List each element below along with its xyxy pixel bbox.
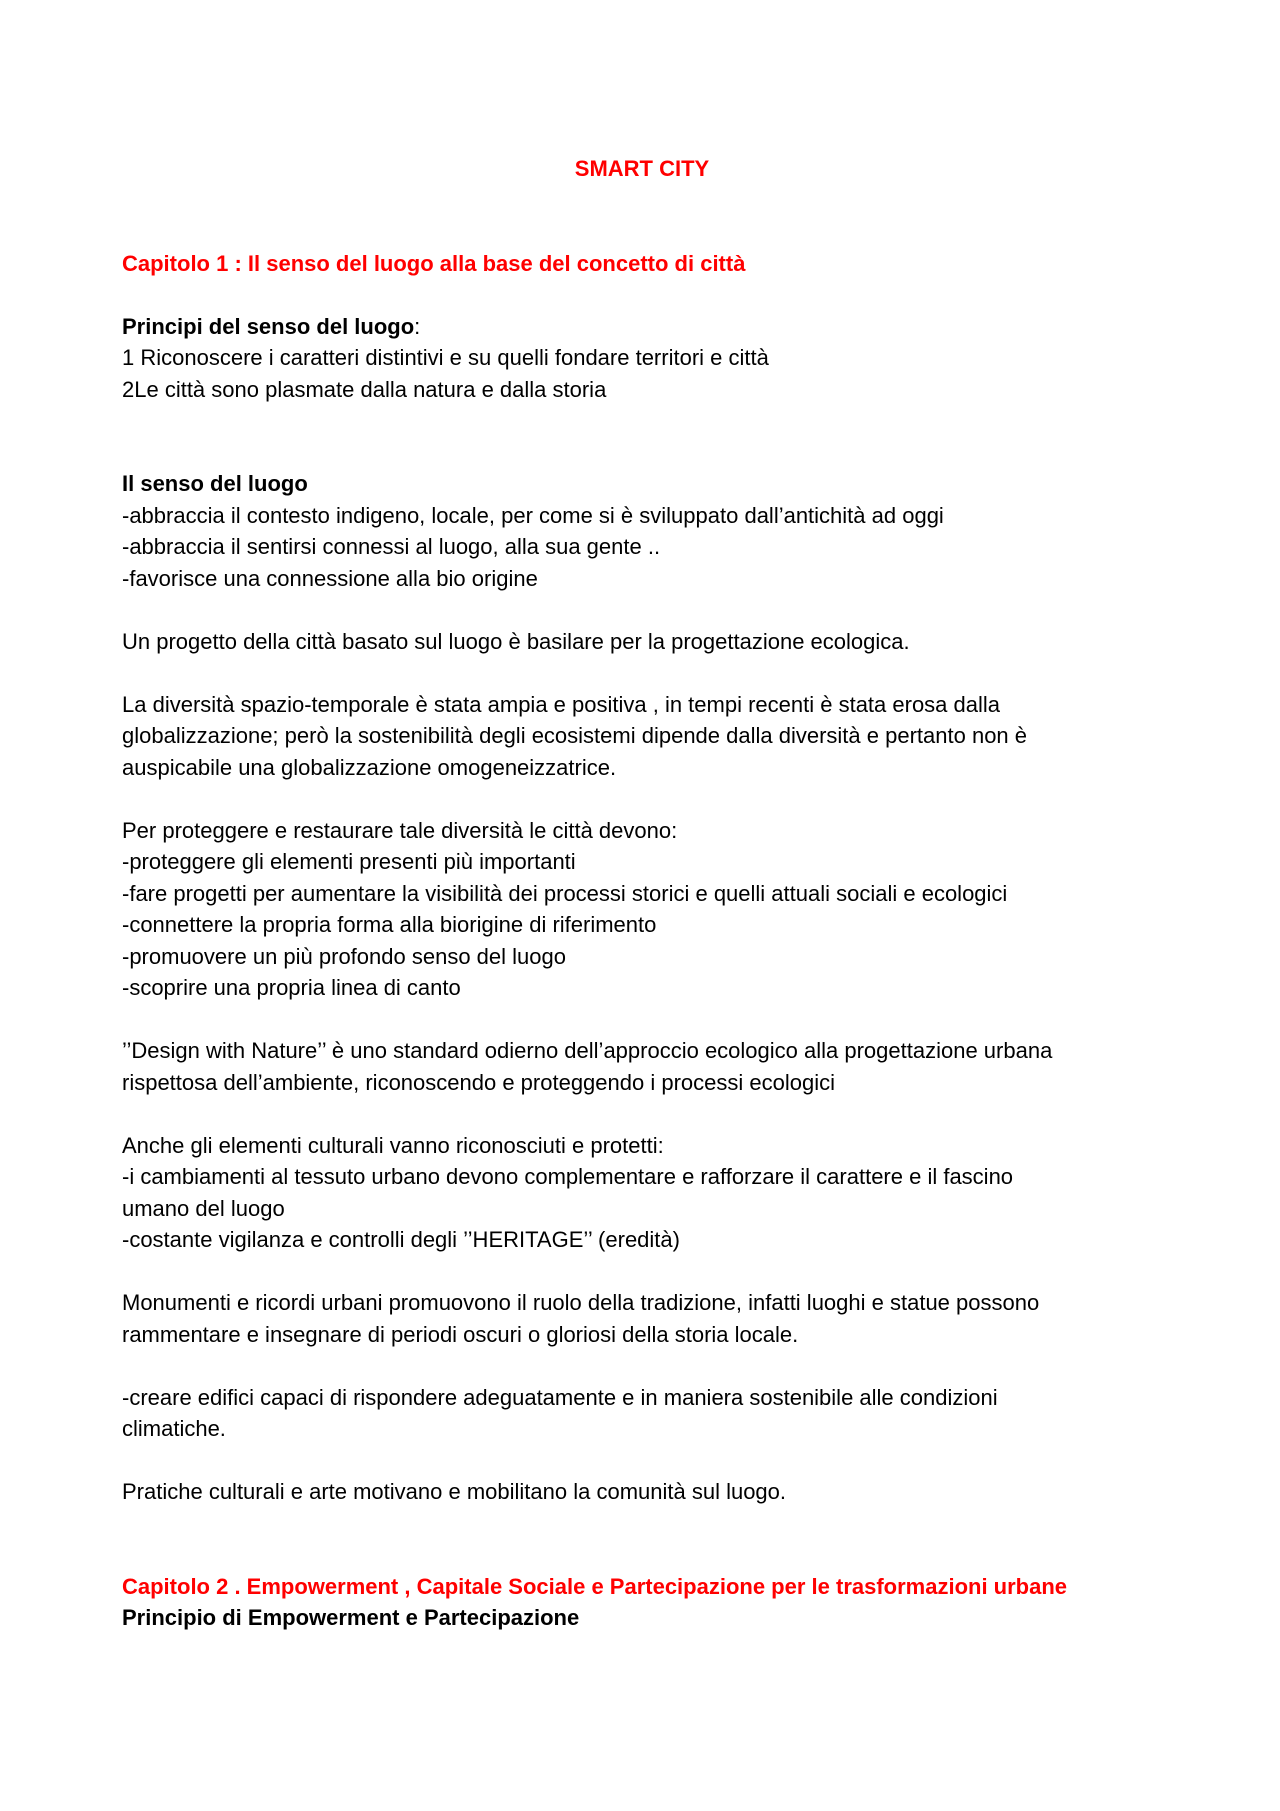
paragraph-diversity-line: globalizzazione; però la sostenibilità degli ecosistemi dipende dalla diversità e pertanto non è: [122, 723, 1028, 748]
cultural-item: -i cambiamenti al tessuto urbano devono complementare e rafforzare il carattere e il fascino: [122, 1164, 1014, 1189]
protect-item: -scoprire una propria linea di canto: [122, 975, 461, 1000]
paragraph-monuments-line: Monumenti e ricordi urbani promuovono il ruolo della tradizione, infatti luoghi e statue possono: [122, 1290, 1040, 1315]
protect-item: -promuovere un più profondo senso del luogo: [122, 943, 566, 969]
document-body: [122, 153, 1162, 1634]
paragraph-diversity-line: auspicabile una globalizzazione omogeneizzatrice.: [122, 754, 617, 780]
chapter-2-heading: Capitolo 2 . Empowerment , Capitale Sociale e Partecipazione per le trasformazioni urbane: [122, 1573, 1068, 1599]
paragraph-design-line: rispettosa dell’ambiente, riconoscendo e proteggendo i processi ecologici: [122, 1069, 835, 1095]
principle-item: 2Le città sono plasmate dalla natura e dalla storia: [122, 376, 607, 402]
chapter-1-heading: Capitolo 1 : Il senso del luogo alla base del concetto di città: [122, 250, 746, 276]
sense-of-place-item: -favorisce una connessione alla bio origine: [122, 565, 538, 591]
protect-item: -connettere la propria forma alla biorigine di riferimento: [122, 912, 657, 937]
paragraph-buildings-line: -creare edifici capaci di rispondere adeguatamente e in maniera sostenibile alle condizioni: [122, 1384, 998, 1410]
paragraph-practices: Pratiche culturali e arte motivano e mobilitano la comunità sul luogo.: [122, 1479, 787, 1504]
principles-line: [122, 311, 1162, 343]
principles-colon: :: [414, 313, 421, 339]
sense-of-place-heading: Il senso del luogo: [122, 471, 308, 496]
paragraph-buildings-line: climatiche.: [122, 1416, 226, 1441]
principle-item: 1 Riconoscere i caratteri distintivi e su quelli fondare territori e città: [122, 345, 769, 370]
chapter-2-subheading: Principio di Empowerment e Partecipazione: [122, 1605, 580, 1630]
paragraph-diversity-line: La diversità spazio-temporale è stata ampia e positiva , in tempi recenti è stata erosa dalla: [122, 691, 1001, 717]
protect-item: -proteggere gli elementi presenti più importanti: [122, 849, 576, 874]
cultural-item: -costante vigilanza e controlli degli ’’HERITAGE’’ (eredità): [122, 1227, 680, 1252]
paragraph-monuments-line: rammentare e insegnare di periodi oscuri o gloriosi della storia locale.: [122, 1321, 799, 1347]
paragraph-design-line: ’’Design with Nature’’ è uno standard odierno dell’approccio ecologico alla progettazione urbana: [122, 1038, 1053, 1063]
sense-of-place-item: -abbraccia il contesto indigeno, locale, per come si è sviluppato dall’antichità ad oggi: [122, 502, 944, 528]
cultural-intro: Anche gli elementi culturali vanno riconosciuti e protetti:: [122, 1132, 664, 1158]
protect-item: -fare progetti per aumentare la visibilità dei processi storici e quelli attuali sociali e ecologici: [122, 880, 1008, 906]
paragraph-project: Un progetto della città basato sul luogo è basilare per la progettazione ecologica.: [122, 628, 910, 654]
sense-of-place-item: -abbraccia il sentirsi connessi al luogo, alla sua gente ..: [122, 534, 661, 559]
cultural-item: umano del luogo: [122, 1195, 285, 1221]
document-title: SMART CITY: [574, 156, 710, 181]
protect-intro: Per proteggere e restaurare tale diversità le città devono:: [122, 817, 678, 843]
principles-label: Principi del senso del luogo: [122, 313, 415, 339]
